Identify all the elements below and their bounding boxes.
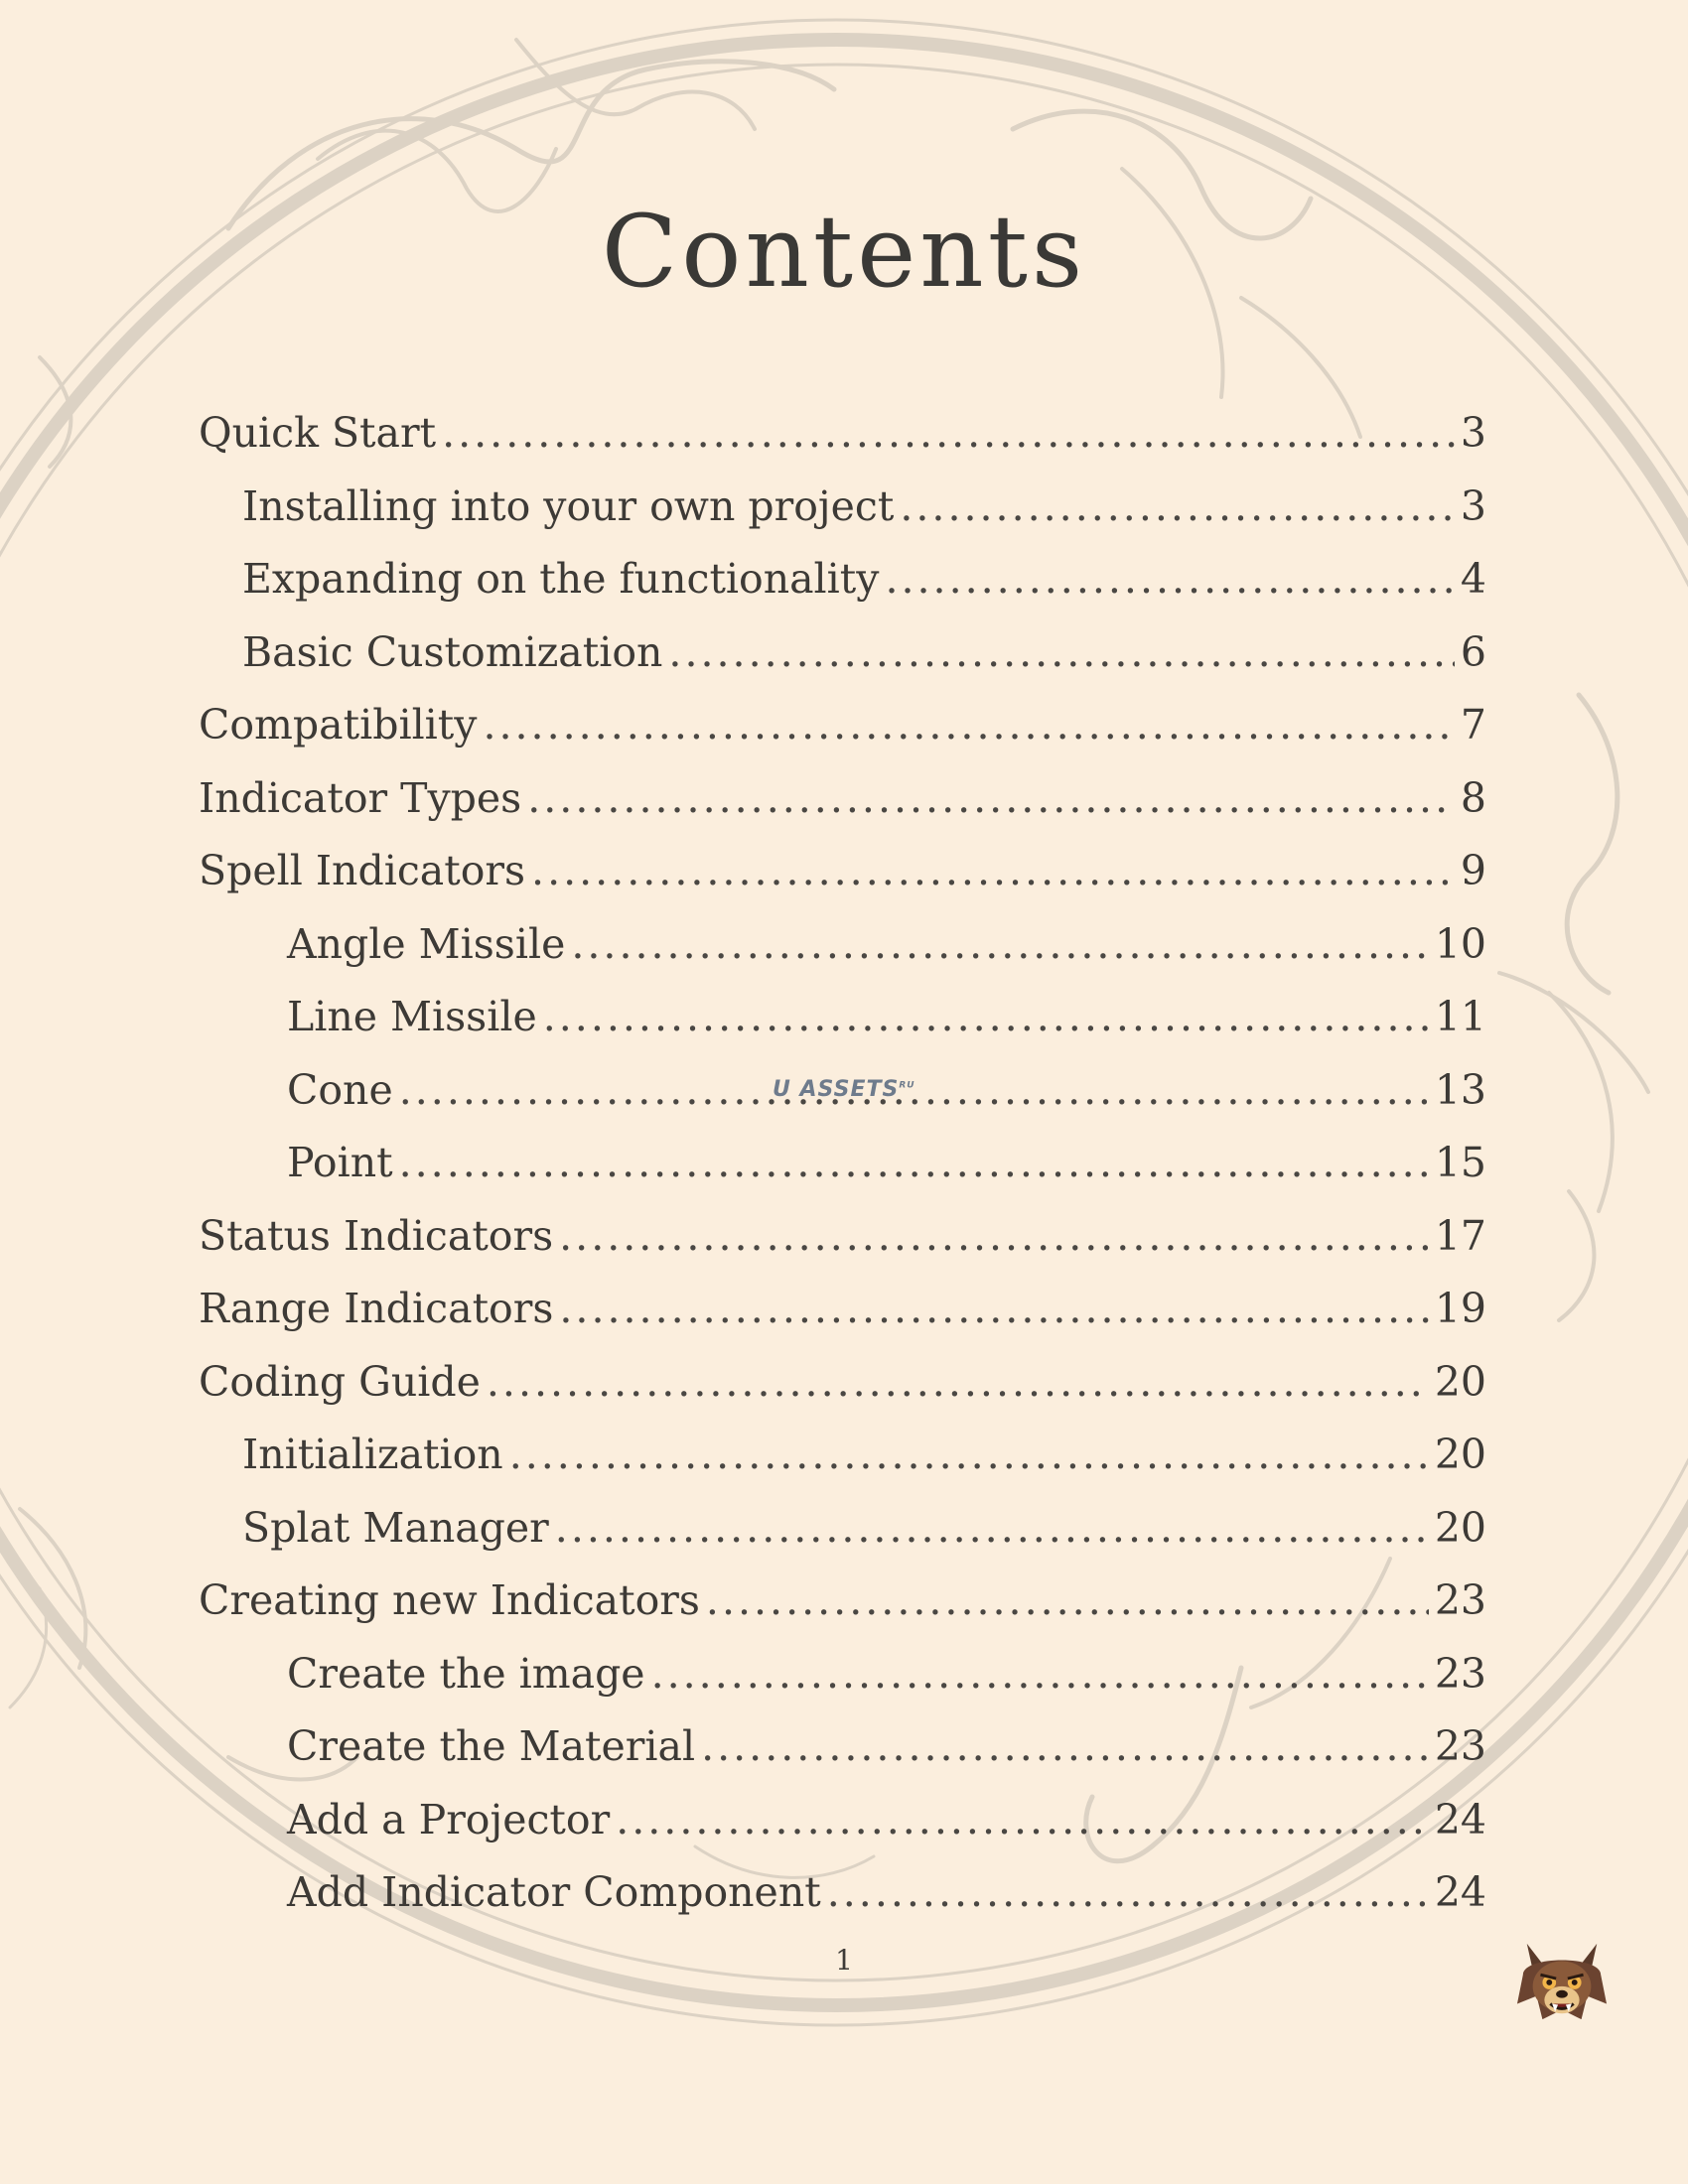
toc-entry[interactable] — [199, 409, 1486, 469]
toc-entry-label: Compatibility — [199, 701, 478, 749]
toc-entry-page-number: 24 — [1434, 1868, 1486, 1916]
toc-entry-page-number: 3 — [1460, 409, 1486, 457]
toc-entry-page-number: 19 — [1434, 1285, 1486, 1332]
watermark — [773, 1077, 915, 1102]
toc-entry-label: Creating new Indicators — [199, 1576, 700, 1624]
toc-entry[interactable] — [287, 993, 1486, 1052]
toc-entry-label: Quick Start — [199, 409, 437, 457]
toc-entry-page-number: 20 — [1434, 1503, 1486, 1552]
toc-entry[interactable] — [199, 1358, 1486, 1418]
toc-entry-page-number: 17 — [1434, 1211, 1486, 1260]
toc-entry[interactable] — [242, 482, 1486, 542]
toc-dot-leader — [701, 1722, 1429, 1770]
toc-entry[interactable] — [287, 1722, 1486, 1782]
toc-entry-page-number: 23 — [1434, 1576, 1486, 1624]
wolf-mascot-icon — [1513, 1936, 1611, 2027]
toc-entry-label: Expanding on the functionality — [242, 555, 880, 603]
toc-dot-leader — [616, 1796, 1429, 1843]
toc-entry-label: Add Indicator Component — [287, 1868, 821, 1916]
toc-entry[interactable] — [287, 1868, 1486, 1928]
toc-entry[interactable] — [199, 701, 1486, 760]
toc-entry-label: Add a Projector — [287, 1795, 611, 1843]
toc-dot-leader — [571, 920, 1428, 968]
toc-dot-leader — [543, 993, 1429, 1040]
toc-entry-page-number: 3 — [1460, 481, 1486, 530]
toc-dot-leader — [706, 1576, 1429, 1624]
toc-entry-page-number: 4 — [1460, 555, 1486, 603]
toc-entry-label: Status Indicators — [199, 1211, 554, 1260]
toc-dot-leader — [531, 847, 1455, 894]
toc-entry[interactable] — [242, 555, 1486, 614]
toc-dot-leader — [559, 1285, 1428, 1332]
toc-entry-label: Angle Missile — [287, 919, 566, 968]
toc-entry-label: Range Indicators — [199, 1285, 554, 1332]
toc-entry-page-number: 23 — [1434, 1722, 1486, 1770]
toc-dot-leader — [559, 1212, 1429, 1260]
toc-entry[interactable] — [287, 1796, 1486, 1855]
toc-entry-page-number: 7 — [1460, 701, 1486, 749]
toc-entry-page-number: 20 — [1434, 1431, 1486, 1478]
toc-entry[interactable] — [287, 920, 1486, 980]
page-number: 1 — [835, 1944, 853, 1977]
toc-entry[interactable] — [199, 847, 1486, 906]
toc-entry-label: Basic Customization — [242, 627, 663, 676]
watermark-suffix: RU — [899, 1080, 915, 1091]
toc-entry-page-number: 9 — [1460, 847, 1486, 894]
toc-dot-leader — [900, 482, 1455, 530]
toc-entry-label: Point — [287, 1139, 393, 1186]
toc-entry[interactable] — [199, 1576, 1486, 1636]
toc-dot-leader — [487, 1358, 1429, 1406]
toc-entry[interactable] — [287, 1139, 1486, 1198]
toc-dot-leader — [827, 1868, 1429, 1916]
toc-entry[interactable] — [199, 1212, 1486, 1272]
page-title: Contents — [601, 194, 1087, 310]
toc-entry[interactable] — [199, 774, 1486, 834]
toc-entry-label: Create the image — [287, 1649, 645, 1698]
toc-entry-page-number: 10 — [1434, 919, 1486, 968]
toc-entry-label: Coding Guide — [199, 1357, 481, 1406]
toc-dot-leader — [651, 1650, 1429, 1698]
toc-dot-leader — [885, 555, 1454, 603]
toc-entry-label: Create the Material — [287, 1722, 696, 1770]
toc-entry-page-number: 6 — [1460, 627, 1486, 676]
toc-entry-page-number: 8 — [1460, 773, 1486, 822]
toc-dot-leader — [555, 1504, 1429, 1552]
toc-entry-label: Splat Manager — [242, 1503, 549, 1552]
toc-dot-leader — [509, 1431, 1429, 1478]
toc-entry[interactable] — [199, 1285, 1486, 1344]
toc-entry-page-number: 15 — [1434, 1139, 1486, 1186]
toc-entry-label: Line Missile — [287, 993, 537, 1040]
toc-dot-leader — [527, 774, 1455, 822]
toc-entry-page-number: 11 — [1434, 993, 1486, 1040]
toc-entry-label: Initialization — [242, 1431, 503, 1478]
toc-entry[interactable] — [287, 1650, 1486, 1709]
toc-entry-page-number: 20 — [1434, 1357, 1486, 1406]
toc-entry-label: Cone — [287, 1065, 393, 1114]
toc-dot-leader — [442, 409, 1455, 457]
toc-entry-label: Spell Indicators — [199, 847, 526, 894]
toc-dot-leader — [668, 628, 1454, 676]
toc-dot-leader — [399, 1139, 1429, 1186]
toc-entry[interactable] — [242, 628, 1486, 688]
watermark-text: U ASSETS — [773, 1077, 900, 1102]
toc-entry[interactable] — [242, 1431, 1486, 1490]
toc-entry-page-number: 24 — [1434, 1795, 1486, 1843]
toc-entry-page-number: 23 — [1434, 1649, 1486, 1698]
toc-entry-page-number: 13 — [1434, 1065, 1486, 1114]
toc-entry[interactable] — [242, 1504, 1486, 1564]
toc-entry-label: Indicator Types — [199, 773, 522, 822]
toc-entry-label: Installing into your own project — [242, 481, 895, 530]
toc-dot-leader — [483, 701, 1454, 749]
